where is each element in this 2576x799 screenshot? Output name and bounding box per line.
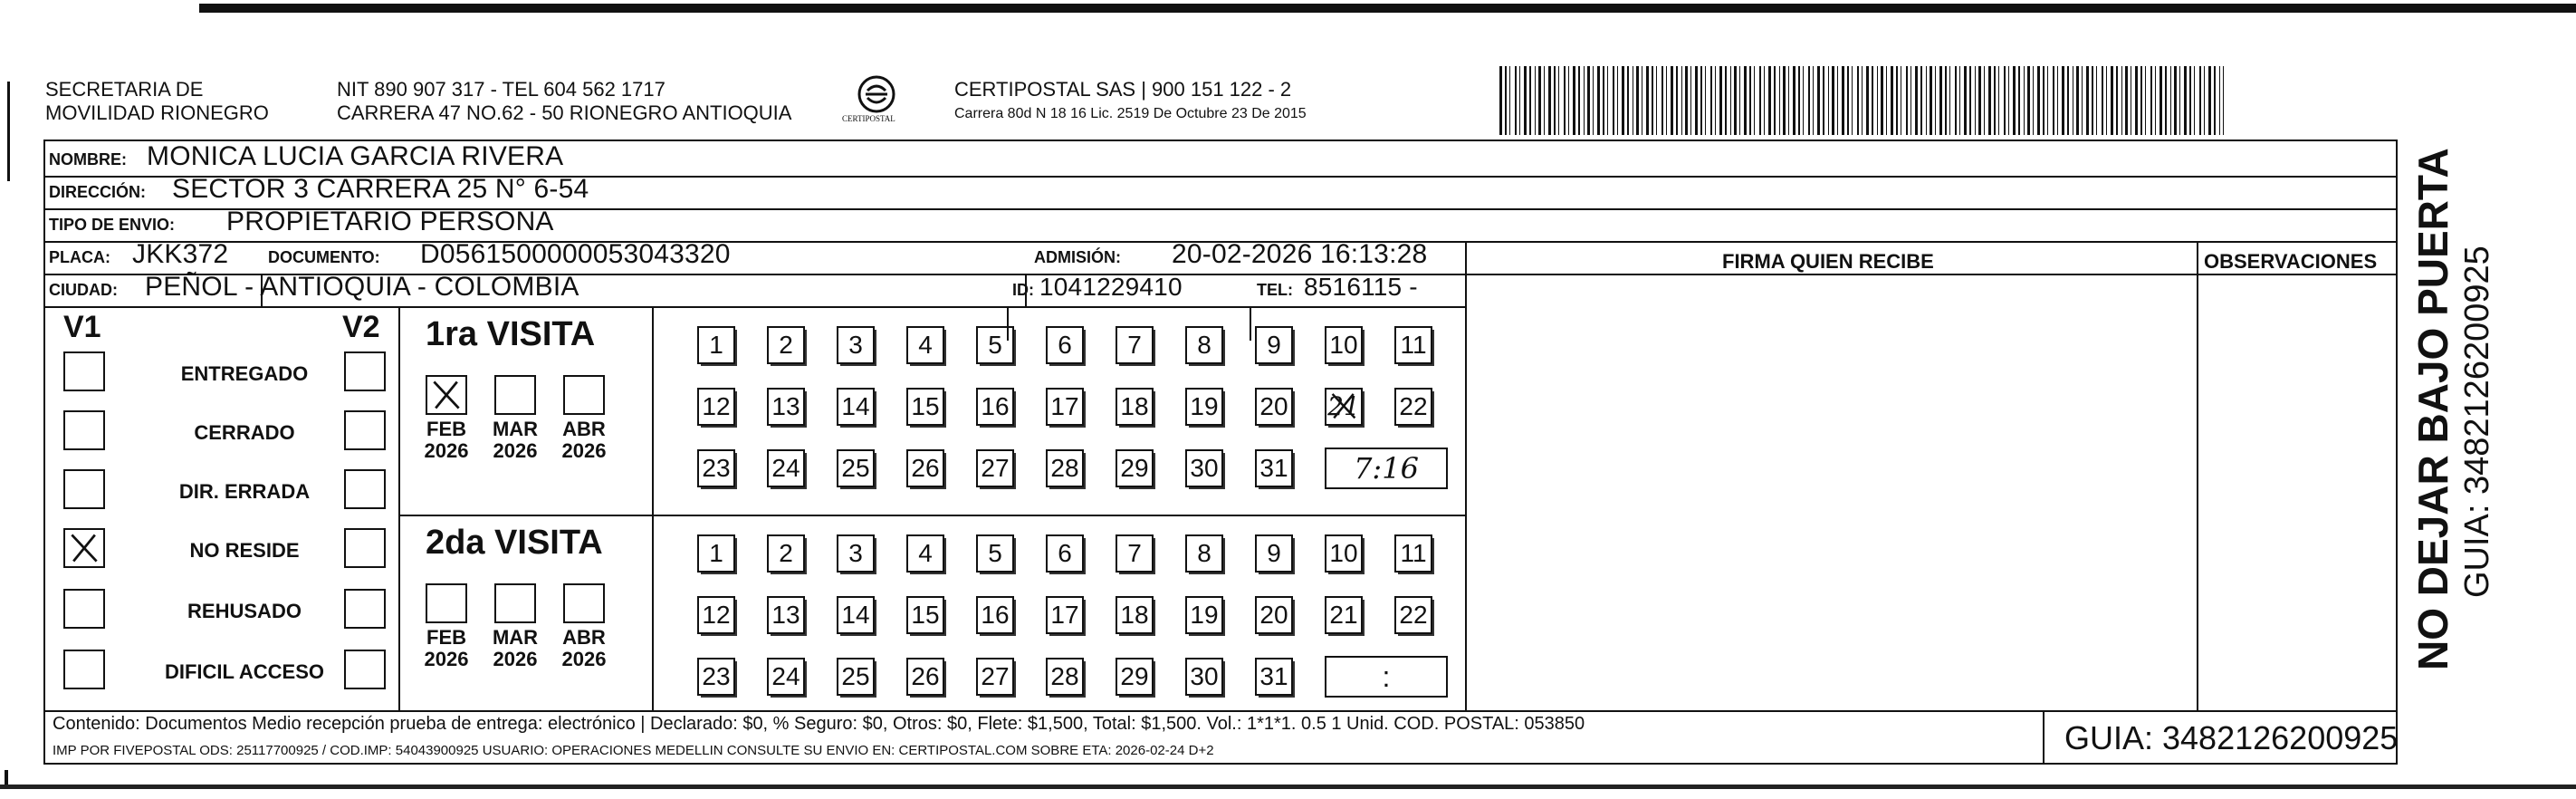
status-label: REHUSADO <box>187 600 302 622</box>
day-box[interactable]: 12 <box>697 596 735 634</box>
tipo-envio-label: TIPO DE ENVIO: <box>49 216 176 234</box>
day-box[interactable]: 20 <box>1255 596 1293 634</box>
month-label <box>557 419 611 462</box>
visit-time[interactable]: 7:16 <box>1325 448 1448 489</box>
v1-checkbox[interactable] <box>63 410 105 450</box>
day-box[interactable] <box>1325 388 1363 426</box>
month-checkbox[interactable] <box>563 583 605 623</box>
admision-value: 20-02-2026 16:13:28 <box>1172 239 1428 269</box>
id-value: 1041229410 <box>1039 273 1183 301</box>
day-box[interactable]: 31 <box>1255 449 1293 487</box>
no-dejar-warning: NO DEJAR BAJO PUERTA <box>2409 148 2456 670</box>
address-line: CARRERA 47 NO.62 - 50 RIONEGRO ANTIOQUIA <box>337 101 792 124</box>
month-name: FEB <box>426 626 466 649</box>
observaciones-header: OBSERVACIONES <box>2204 250 2378 273</box>
v2-checkbox[interactable] <box>344 650 386 689</box>
day-box[interactable]: 30 <box>1185 658 1223 696</box>
day-box[interactable]: 18 <box>1116 596 1154 634</box>
day-box[interactable]: 6 <box>1046 534 1084 573</box>
day-box[interactable]: 1 <box>697 326 735 364</box>
day-box[interactable]: 19 <box>1185 388 1223 426</box>
day-box[interactable]: 9 <box>1255 534 1293 573</box>
nombre-value: MONICA LUCIA GARCIA RIVERA <box>147 141 564 171</box>
month-name: ABR <box>562 626 606 649</box>
day-box[interactable]: 23 <box>697 658 735 696</box>
day-box[interactable]: 25 <box>837 449 875 487</box>
shipment-form <box>43 140 2398 765</box>
day-box[interactable]: 31 <box>1255 658 1293 696</box>
month-year: 2026 <box>424 439 469 462</box>
day-box[interactable]: 8 <box>1185 326 1223 364</box>
day-box[interactable]: 8 <box>1185 534 1223 573</box>
barcode <box>1499 66 2224 135</box>
v2-checkbox[interactable] <box>344 469 386 509</box>
v1-checkbox[interactable] <box>63 528 105 568</box>
logo-text: CERTIPOSTAL <box>842 114 895 123</box>
month-label <box>488 419 542 462</box>
divider <box>1465 274 2396 275</box>
placa-value: JKK372 <box>132 239 229 269</box>
divider <box>45 306 1467 308</box>
v1-checkbox[interactable] <box>63 469 105 509</box>
day-box[interactable]: 9 <box>1255 326 1293 364</box>
nit-line: NIT 890 907 317 - TEL 604 562 1717 <box>337 78 666 101</box>
tel-value: 8516115 - <box>1304 273 1418 301</box>
tipo-envio-value: PROPIETARIO PERSONA <box>226 207 554 236</box>
day-box[interactable]: 13 <box>767 388 805 426</box>
guia-number: GUIA: 3482126200925 <box>2064 719 2399 756</box>
day-box[interactable]: 29 <box>1116 449 1154 487</box>
month-year: 2026 <box>424 648 469 670</box>
ciudad-value: PEÑOL - ANTIOQUIA - COLOMBIA <box>145 272 579 302</box>
month-name: ABR <box>562 418 606 440</box>
day-box[interactable]: 10 <box>1325 534 1363 573</box>
top-border <box>199 4 2576 13</box>
day-box[interactable]: 11 <box>1394 534 1432 573</box>
v1-checkbox[interactable] <box>63 650 105 689</box>
admision-label: ADMISIÓN: <box>1034 248 1121 266</box>
visit-time[interactable]: : <box>1325 656 1448 698</box>
status-label: DIFICIL ACCESO <box>164 660 324 683</box>
day-box[interactable]: 27 <box>976 658 1014 696</box>
day-box[interactable]: 17 <box>1046 388 1084 426</box>
id-label: ID: <box>1012 281 1034 299</box>
firma-header: FIRMA QUIEN RECIBE <box>1722 250 1934 273</box>
side-guia: GUIA: 3482126200925 <box>2458 245 2496 598</box>
day-box[interactable]: 3 <box>837 534 875 573</box>
day-box[interactable]: 23 <box>697 449 735 487</box>
direccion-value: SECTOR 3 CARRERA 25 N° 6-54 <box>172 174 589 204</box>
visit-title: 2da VISITA <box>426 524 603 562</box>
day-box[interactable]: 17 <box>1046 596 1084 634</box>
month-name: MAR <box>492 418 539 440</box>
divider <box>2043 710 2045 765</box>
day-box[interactable]: 13 <box>767 596 805 634</box>
month-checkbox[interactable] <box>494 375 536 415</box>
day-box[interactable]: 26 <box>906 658 944 696</box>
status-label: ENTREGADO <box>180 362 309 385</box>
month-year: 2026 <box>493 648 538 670</box>
month-label <box>419 627 474 670</box>
barcode-icon <box>1499 66 2224 135</box>
v1-checkbox[interactable] <box>63 589 105 629</box>
day-box[interactable]: 10 <box>1325 326 1363 364</box>
day-box[interactable]: 7 <box>1116 534 1154 573</box>
v2-header: V2 <box>342 310 380 344</box>
day-box[interactable]: 25 <box>837 658 875 696</box>
day-box[interactable]: 2 <box>767 326 805 364</box>
month-year: 2026 <box>493 439 538 462</box>
month-year: 2026 <box>561 648 607 670</box>
ciudad-label: CIUDAD: <box>49 281 118 299</box>
v1-checkbox[interactable] <box>63 351 105 391</box>
day-box[interactable]: 4 <box>906 326 944 364</box>
divider <box>2197 241 2198 712</box>
day-box[interactable]: 18 <box>1116 388 1154 426</box>
placa-label: PLACA: <box>49 248 110 266</box>
edge-mark <box>7 82 10 181</box>
day-box[interactable]: 14 <box>837 596 875 634</box>
tel-label: TEL: <box>1257 281 1293 299</box>
status-label: NO RESIDE <box>189 539 300 562</box>
imp-text: IMP POR FIVEPOSTAL ODS: 25117700925 / COD.IMP: 54043900925 USUARIO: OPERACIONES MEDELLIN CONSULTE SU ENVIO EN: CERTIPOSTAL.COM SOBRE ETA: 2026-02-24 D+2 <box>53 743 1214 758</box>
day-box[interactable]: 27 <box>976 449 1014 487</box>
v2-checkbox[interactable] <box>344 351 386 391</box>
month-year: 2026 <box>561 439 607 462</box>
v2-checkbox[interactable] <box>344 528 386 568</box>
logo-icon <box>857 74 896 114</box>
v2-checkbox[interactable] <box>344 589 386 629</box>
courier-line-1: CERTIPOSTAL SAS | 900 151 122 - 2 <box>954 78 1292 101</box>
day-box[interactable]: 30 <box>1185 449 1223 487</box>
x-mark-icon <box>1326 390 1361 424</box>
month-label <box>419 419 474 462</box>
direccion-label: DIRECCIÓN: <box>49 183 146 201</box>
day-number: 21 <box>1327 391 1360 421</box>
issuer-line-1: SECRETARIA DE <box>45 78 204 101</box>
courier-line-2: Carrera 80d N 18 16 Lic. 2519 De Octubre 23 De 2015 <box>954 106 1307 121</box>
documento-value: D0561500000053043320 <box>420 239 731 269</box>
divider <box>398 515 1467 516</box>
day-box[interactable]: 20 <box>1255 388 1293 426</box>
month-name: MAR <box>492 626 539 649</box>
day-box[interactable]: 24 <box>767 449 805 487</box>
day-box[interactable]: 22 <box>1394 388 1432 426</box>
status-label: DIR. ERRADA <box>178 480 311 503</box>
visit-title: 1ra VISITA <box>426 315 596 353</box>
day-box[interactable]: 7 <box>1116 326 1154 364</box>
month-checkbox[interactable] <box>426 583 467 623</box>
day-box[interactable]: 21 <box>1325 596 1363 634</box>
day-box[interactable]: 22 <box>1394 596 1432 634</box>
day-box[interactable]: 3 <box>837 326 875 364</box>
day-box[interactable]: 29 <box>1116 658 1154 696</box>
day-box[interactable]: 24 <box>767 658 805 696</box>
day-box[interactable]: 14 <box>837 388 875 426</box>
day-box[interactable]: 11 <box>1394 326 1432 364</box>
bottom-border <box>0 785 2576 789</box>
contenido-text: Contenido: Documentos Medio recepción prueba de entrega: electrónico | Declarado: $0, % Seguro: $0, Otros: $0, Flete: $1,500, Total: $1,500. Vol.: 1*1*1. 0.5 1 Unid. COD. POSTAL: 053850 <box>53 714 1585 734</box>
documento-label: DOCUMENTO: <box>268 248 380 266</box>
month-checkbox[interactable] <box>426 375 467 415</box>
day-box[interactable]: 16 <box>976 388 1014 426</box>
issuer-line-2: MOVILIDAD RIONEGRO <box>45 101 269 124</box>
divider <box>398 306 400 710</box>
day-box[interactable]: 26 <box>906 449 944 487</box>
month-checkbox[interactable] <box>494 583 536 623</box>
certipostal-logo <box>857 74 896 114</box>
day-box[interactable]: 5 <box>976 326 1014 364</box>
day-box[interactable]: 15 <box>906 596 944 634</box>
month-label <box>488 627 542 670</box>
month-label <box>557 627 611 670</box>
month-checkbox[interactable] <box>563 375 605 415</box>
day-box[interactable]: 28 <box>1046 449 1084 487</box>
nombre-label: NOMBRE: <box>49 150 127 168</box>
day-box[interactable]: 28 <box>1046 658 1084 696</box>
month-name: FEB <box>426 418 466 440</box>
day-box[interactable]: 4 <box>906 534 944 573</box>
divider <box>652 306 654 710</box>
v1-header: V1 <box>63 310 101 344</box>
day-box[interactable]: 6 <box>1046 326 1084 364</box>
day-box[interactable]: 1 <box>697 534 735 573</box>
divider <box>1465 241 1467 712</box>
v2-checkbox[interactable] <box>344 410 386 450</box>
day-box[interactable]: 19 <box>1185 596 1223 634</box>
day-box[interactable]: 16 <box>976 596 1014 634</box>
day-box[interactable]: 5 <box>976 534 1014 573</box>
status-label: CERRADO <box>194 421 295 444</box>
divider <box>1250 306 1251 341</box>
day-box[interactable]: 15 <box>906 388 944 426</box>
day-box[interactable]: 2 <box>767 534 805 573</box>
day-box[interactable]: 12 <box>697 388 735 426</box>
